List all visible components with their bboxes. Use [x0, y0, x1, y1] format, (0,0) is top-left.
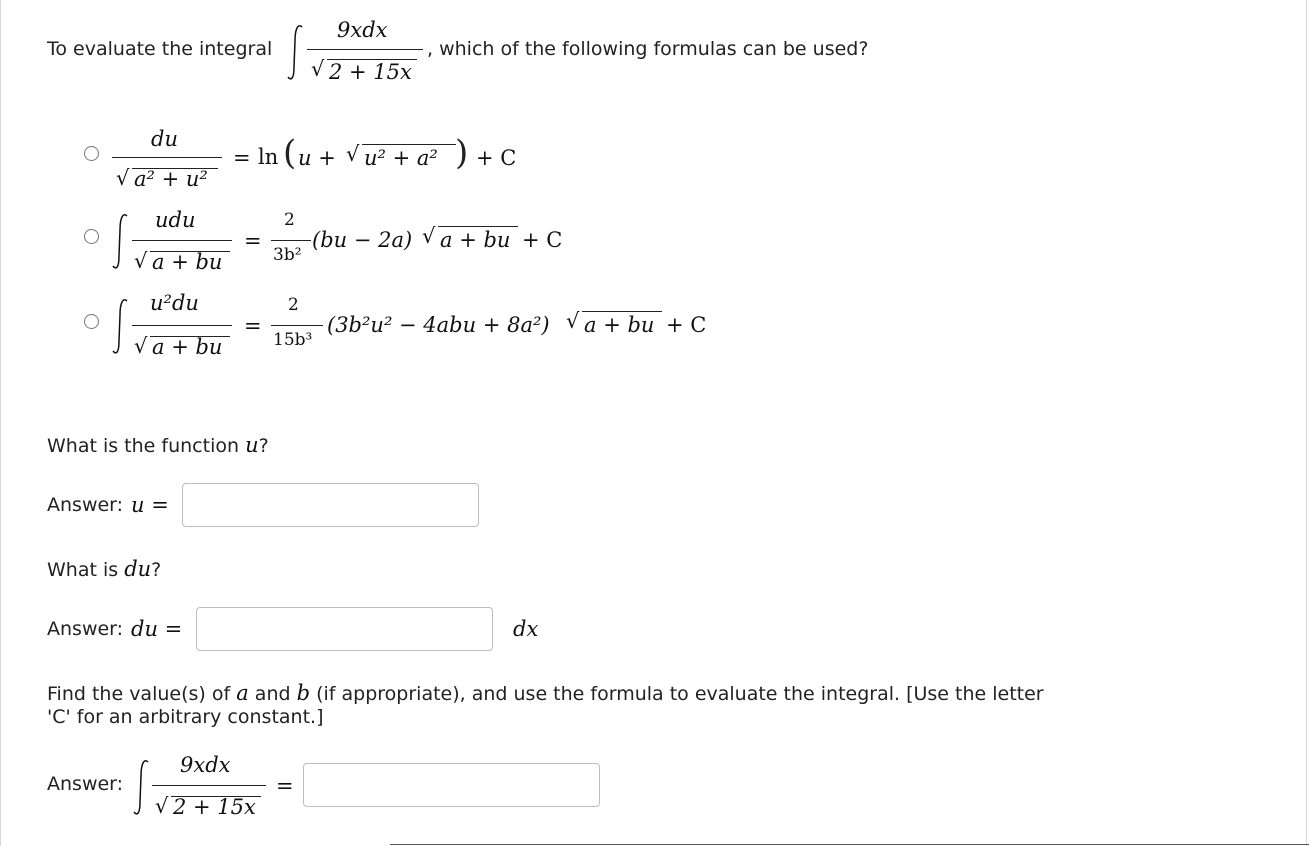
option-3-radicand: a + bu — [584, 313, 655, 337]
option-1-equals: = — [233, 146, 251, 170]
answer-du-label: Answer: — [47, 618, 124, 640]
bottom-divider — [390, 844, 1309, 845]
option-3-fraction-bar — [132, 325, 232, 326]
answer-du-lhs: du = — [131, 617, 183, 641]
option-3-numerator: u²du — [150, 291, 199, 315]
option-1-numerator: du — [151, 127, 178, 151]
option-2-tail: + C — [522, 228, 563, 252]
option-3-poly: (3b²u² − 4abu + 8a²) — [327, 313, 550, 337]
option-3-sqrt-icon: √ — [134, 334, 148, 358]
option-3-sqrt-rhs-icon: √ — [566, 309, 580, 333]
option-3-tail: + C — [666, 313, 707, 337]
instructions-a: a — [236, 681, 249, 705]
option-3-coef-denominator: 15b³ — [273, 330, 313, 350]
option-2-coef-denominator: 3b² — [273, 245, 302, 265]
final-answer-label: Answer: — [47, 773, 124, 795]
final-equals: = — [276, 774, 294, 798]
instructions-b: b — [296, 681, 311, 705]
question-sqrt-icon: √ — [311, 57, 325, 81]
question-du — [47, 557, 161, 581]
final-sqrt-icon: √ — [155, 794, 169, 818]
instructions-line-2: 'C' for an arbitrary constant.] — [47, 706, 324, 728]
option-3-coef-numerator: 2 — [288, 295, 299, 315]
instructions-and: and — [254, 683, 291, 705]
option-2-sqrt-rhs-icon: √ — [422, 224, 436, 248]
option-2-fraction-bar — [132, 240, 232, 241]
question-du-text: What is — [47, 559, 119, 581]
option-3-integral-icon — [110, 297, 132, 355]
option-2-coef-bar — [271, 240, 311, 241]
final-denominator: 2 + 15x — [173, 795, 256, 819]
option-1-ln: ln — [258, 145, 279, 169]
option-1-u-plus: u + — [298, 146, 336, 170]
option-2-denominator: a + bu — [152, 250, 223, 274]
question-u — [47, 433, 269, 457]
option-2-radio[interactable] — [84, 229, 99, 244]
answer-du-input[interactable] — [196, 607, 493, 651]
option-2-sqrt-icon: √ — [134, 249, 148, 273]
answer-du-suffix: dx — [513, 617, 539, 641]
question-u-var: u — [245, 433, 259, 457]
final-integral-icon — [131, 758, 153, 816]
question-integrand-denominator: 2 + 15x — [329, 60, 412, 84]
option-3-coef-bar — [271, 325, 323, 326]
option-1-tail: + C — [476, 146, 517, 170]
instructions-p2: (if appropriate), and use the formula to evaluate the integral. [Use the letter — [316, 683, 1044, 705]
question-intro-end: , which of the following formulas can be used? — [427, 38, 869, 60]
option-2-coef-numerator: 2 — [284, 210, 295, 230]
option-1-left-paren: ( — [283, 133, 297, 173]
question-intro: To evaluate the integral — [47, 38, 273, 60]
option-2-integral-icon — [110, 212, 132, 270]
final-fraction-bar — [152, 785, 266, 786]
option-1-sqrt-rhs-bar — [362, 144, 456, 145]
instructions-line-1 — [47, 681, 1044, 705]
option-1-fraction-bar — [112, 157, 222, 158]
option-3-sqrt-rhs-bar — [582, 311, 662, 312]
option-2-sqrt-rhs-bar — [438, 226, 518, 227]
instructions-p1: Find the value(s) of — [47, 683, 231, 705]
option-1-sqrt-rhs-icon: √ — [346, 142, 360, 166]
question-fraction-bar — [307, 49, 423, 50]
final-answer-input[interactable] — [303, 763, 600, 807]
option-3-denominator: a + bu — [152, 335, 223, 359]
option-3-radio[interactable] — [84, 314, 99, 329]
option-3-equals: = — [244, 314, 262, 338]
answer-u-input[interactable] — [182, 483, 479, 527]
option-2-equals: = — [244, 229, 262, 253]
option-1-radio[interactable] — [84, 146, 99, 161]
option-2-poly: (bu − 2a) — [312, 228, 413, 252]
option-1-radicand: u² + a² — [364, 146, 438, 170]
final-numerator: 9xdx — [180, 753, 231, 777]
answer-u-label: Answer: — [47, 494, 124, 516]
option-1-right-paren: ) — [455, 133, 469, 173]
option-2-radicand: a + bu — [440, 228, 511, 252]
question-du-var: du — [124, 557, 152, 581]
question-u-text: What is the function — [47, 435, 240, 457]
question-du-end: ? — [151, 559, 162, 581]
question-u-end: ? — [258, 435, 269, 457]
integral-sign-icon — [285, 23, 307, 81]
answer-u-lhs: u = — [131, 493, 169, 517]
option-1-sqrt-icon: √ — [116, 166, 130, 190]
question-integrand-numerator: 9xdx — [337, 18, 388, 42]
option-1-denominator: a² + u² — [134, 167, 208, 191]
option-2-numerator: udu — [155, 208, 196, 232]
